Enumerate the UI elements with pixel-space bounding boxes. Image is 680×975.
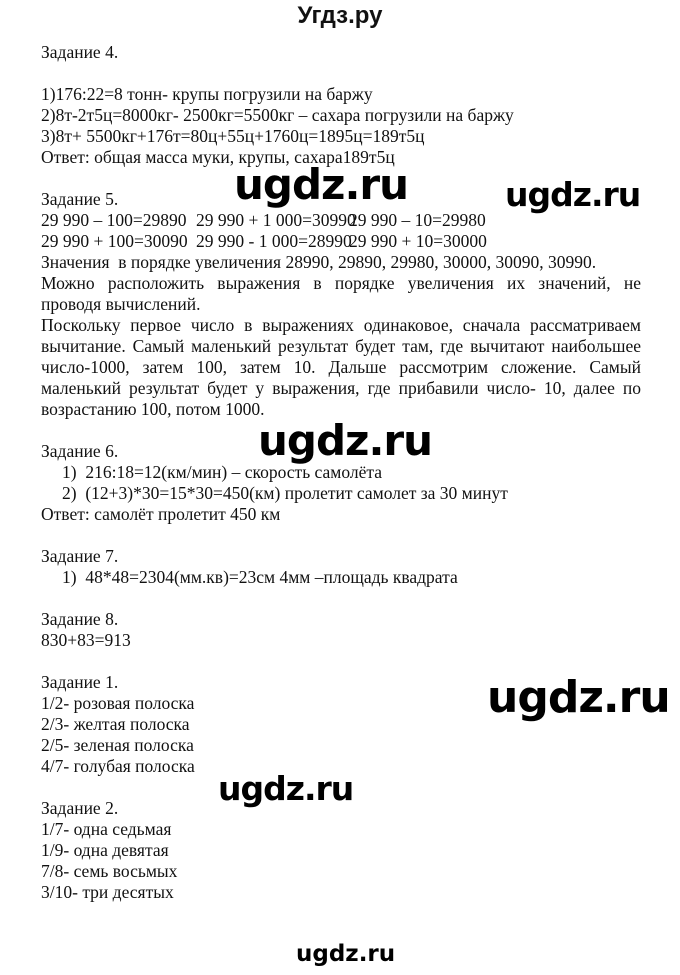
footer-site: ugdz.ru: [296, 941, 396, 967]
task8-line: 830+83=913: [41, 630, 131, 650]
watermark: ugdz.ru: [487, 672, 670, 723]
task1-line: 2/5- зеленая полоска: [41, 735, 194, 755]
task5-line: Значения в порядке увеличения 28990, 29890, 29980, 30000, 30090, 30990.: [41, 252, 597, 272]
task6-item: 2) (12+3)*30=15*30=450(км) пролетит самолет за 30 минут: [62, 483, 508, 503]
task5-expr: 29 990 + 1 000=30990: [196, 210, 356, 230]
task2-line: 7/8- семь восьмых: [41, 861, 178, 881]
task1-line: 2/3- желтая полоска: [41, 714, 190, 734]
watermark: ugdz.ru: [218, 769, 354, 808]
watermark: ugdz.ru: [234, 160, 409, 209]
task5-line: маленький результат будет у выражения, где прибавили число- 10, далее по: [41, 378, 641, 398]
task5-line: число-1000, затем 100, затем 10. Дальше рассмотрим сложение. Самый: [41, 357, 641, 377]
task5-expr: 29 990 + 100=30090: [41, 231, 188, 251]
task5-line: Можно расположить выражения в порядке увеличения их значений, не: [41, 273, 641, 293]
task5-line: Поскольку первое число в выражениях одинаковое, сначала рассматриваем: [41, 315, 641, 335]
task4-line: 3)8т+ 5500кг+176т=80ц+55ц+1760ц=1895ц=189т5ц: [41, 126, 425, 146]
task7-title: Задание 7.: [41, 546, 119, 566]
watermark: ugdz.ru: [258, 416, 433, 465]
task8-title: Задание 8.: [41, 609, 119, 629]
task6-item: 1) 216:18=12(км/мин) – скорость самолёта: [62, 462, 383, 482]
task5-line: вычитание. Самый маленький результат будет там, где вычитают наибольшее: [41, 336, 641, 356]
task2-title: Задание 2.: [41, 798, 119, 818]
watermark: ugdz.ru: [505, 175, 641, 214]
task2-line: 1/9- одна девятая: [41, 840, 169, 860]
task5-expr: 29 990 + 10=30000: [349, 231, 487, 251]
task5-line: возрастанию 100, потом 1000.: [41, 399, 265, 419]
task5-line: проводя вычислений.: [41, 294, 201, 314]
task7-item: 1) 48*48=2304(мм.кв)=23см 4мм –площадь квадрата: [62, 567, 458, 587]
task4-title: Задание 4.: [41, 42, 119, 62]
task1-line: 1/2- розовая полоска: [41, 693, 195, 713]
task2-line: 1/7- одна седьмая: [41, 819, 172, 839]
task6-title: Задание 6.: [41, 441, 119, 461]
task1-line: 4/7- голубая полоска: [41, 756, 195, 776]
task5-expr: 29 990 – 10=29980: [349, 210, 486, 230]
task5-title: Задание 5.: [41, 189, 119, 209]
task1-title: Задание 1.: [41, 672, 119, 692]
task6-answer: Ответ: самолёт пролетит 450 км: [41, 504, 281, 524]
task4-answer: Ответ: общая масса муки, крупы, сахара189т5ц: [41, 147, 395, 167]
task4-line: 2)8т-2т5ц=8000кг- 2500кг=5500кг – сахара погрузили на баржу: [41, 105, 514, 125]
site-title: Угдз.ру: [297, 2, 383, 29]
task5-expr: 29 990 - 1 000=28990: [196, 231, 352, 251]
task5-expr: 29 990 – 100=29890: [41, 210, 187, 230]
task4-line: 1)176:22=8 тонн- крупы погрузили на баржу: [41, 84, 373, 104]
task2-line: 3/10- три десятых: [41, 882, 174, 902]
